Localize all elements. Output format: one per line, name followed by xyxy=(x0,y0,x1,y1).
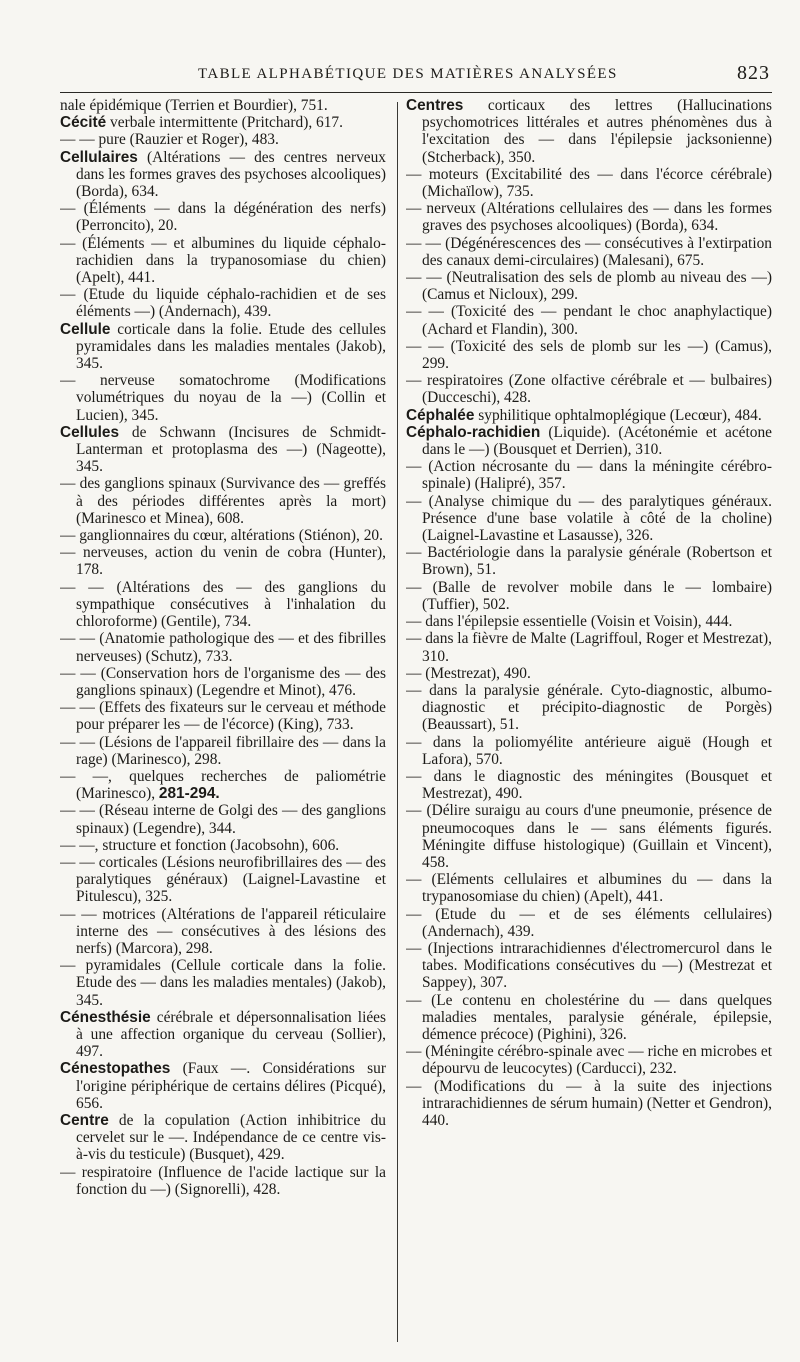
index-entry xyxy=(406,613,772,630)
index-entry xyxy=(60,734,386,768)
entry-text: — — corticales (Lésions neurofibrillaires des — des paralytiques généraux) (Laignel-Lavastine et Pitulescu), 325. xyxy=(60,853,386,906)
entry-headword: Cécité xyxy=(60,114,107,132)
index-entry xyxy=(406,1043,772,1077)
right-column xyxy=(406,97,772,1349)
entry-headword: Centre xyxy=(60,1111,109,1129)
entry-text: — nerveuse somatochrome (Modifications volumétriques du noyau de la —) (Collin et Lucien), 345. xyxy=(60,372,386,424)
index-entry xyxy=(60,372,386,424)
entry-text: — dans l'épilepsie essentielle (Voisin et Voisin), 444. xyxy=(406,613,733,631)
index-entry xyxy=(60,768,386,802)
entry-text: — (Analyse chimique du — des paralytiques généraux. Présence d'une base volatile à côté de la choline) (Laignel-Lavastine et Lasausse), 326. xyxy=(406,492,772,545)
index-entry xyxy=(60,200,386,234)
index-entry xyxy=(406,579,772,613)
entry-text: — (Délire suraigu au cours d'une pneumonie, présence de pneumocoques dans le — sans éléments figurés. Méningite diffuse histologique) (Guillain et Vincent), 458. xyxy=(406,802,772,871)
index-entry xyxy=(406,235,772,269)
index-entry xyxy=(60,906,386,958)
index-entry xyxy=(60,802,386,836)
entry-text: — respiratoire (Influence de l'acide lactique sur la fonction du —) (Signorelli), 428. xyxy=(60,1163,386,1198)
index-entry xyxy=(60,1112,386,1164)
entry-text: — nerveuses, action du venin de cobra (Hunter), 178. xyxy=(60,544,386,579)
entry-text: — nerveux (Altérations cellulaires des — dans les formes graves des psychoses alcooliques) (Borda), 634. xyxy=(406,200,772,235)
index-entry xyxy=(406,407,772,424)
entry-text: — (Etude du liquide céphalo-rachidien et de ses éléments —) (Andernach), 439. xyxy=(60,286,386,321)
entry-text: syphilitique ophtalmoplégique (Lecœur), 484. xyxy=(474,406,762,424)
entry-text: nale épidémique (Terrien et Bourdier), 751. xyxy=(60,97,328,114)
entry-text: — dans la fièvre de Malte (Lagriffoul, Roger et Mestrezat), 310. xyxy=(406,630,772,665)
entry-text: de Schwann (Incisures de Schmidt-Lanterman et protoplasma des —) (Nageotte), 345. xyxy=(76,423,386,476)
index-entry xyxy=(60,544,386,578)
index-entry xyxy=(60,854,386,906)
entry-headword: Cénesthésie xyxy=(60,1008,151,1026)
entry-headword: Cénestopathes xyxy=(60,1060,171,1078)
entry-text: — — (Conservation hors de l'organisme des — des ganglions spinaux) (Legendre et Minot), 476. xyxy=(60,664,386,699)
entry-text: — — (Altérations des — des ganglions du sympathique consécutives à l'inhalation du chloroforme) (Gentile), 734. xyxy=(60,578,386,631)
index-entry xyxy=(406,734,772,768)
entry-text: verbale intermittente (Pritchard), 617. xyxy=(106,114,343,132)
entry-text: — Bactériologie dans la paralysie générale (Robertson et Brown), 51. xyxy=(406,544,772,579)
index-entry xyxy=(406,630,772,664)
entry-text: — des ganglions spinaux (Survivance des — greffés à des périodes différentes après la mort) (Marinesco et Minea), 608. xyxy=(60,475,386,527)
index-entry xyxy=(406,493,772,545)
index-entry xyxy=(406,338,772,372)
entry-text: — (Etude du — et de ses éléments cellulaires) (Andernach), 439. xyxy=(406,905,772,940)
index-entry xyxy=(406,166,772,200)
index-entry xyxy=(60,131,386,148)
entry-text: — (Le contenu en cholestérine du — dans quelques maladies mentales, paralysie générale, épilepsie, démence précoce) (Pighini), 326. xyxy=(406,991,772,1043)
running-header xyxy=(60,58,772,93)
entry-text: — — (Lésions de l'appareil fibrillaire des — dans la rage) (Marinesco), 298. xyxy=(60,733,386,768)
index-entry xyxy=(406,200,772,234)
entry-text: — ganglionnaires du cœur, altérations (Stiénon), 20. xyxy=(60,527,383,545)
index-entry xyxy=(406,906,772,940)
index-entry xyxy=(406,665,772,682)
entry-text: — dans la paralysie générale. Cyto-diagnostic, albumo-diagnostic et précipito-diagnostic de Porgès) (Beaussart), 51. xyxy=(406,681,772,734)
index-entry xyxy=(406,768,772,802)
index-entry xyxy=(406,458,772,492)
index-entry xyxy=(60,286,386,320)
index-entry xyxy=(406,372,772,406)
entry-text: — — motrices (Altérations de l'appareil réticulaire interne des — consécutives à des lésions des nerfs) (Marcora), 298. xyxy=(60,905,386,957)
index-entry xyxy=(406,1078,772,1130)
entry-text: (Liquide). (Acétonémie et acétone dans le —) (Bousquet et Derrien), 310. xyxy=(422,423,772,459)
entry-text: — — (Réseau interne de Golgi des — des ganglions spinaux) (Legendre), 344. xyxy=(60,802,386,837)
index-entry xyxy=(60,630,386,664)
entry-text: — respiratoires (Zone olfactive cérébrale et — bulbaires) (Ducceschi), 428. xyxy=(406,372,772,407)
index-entry xyxy=(60,424,386,476)
index-entry xyxy=(406,992,772,1044)
entry-text: — —, structure et fonction (Jacobsohn), 606. xyxy=(60,836,340,854)
entry-text: — —, quelques recherches de paliométrie (Marinesco), xyxy=(60,767,386,803)
entry-text: — — (Anatomie pathologique des — et des fibrilles nerveuses) (Schutz), 733. xyxy=(60,630,386,665)
index-entry xyxy=(60,97,386,114)
entry-text: — (Injections intrarachidiennes d'électromercurol dans le tabes. Modifications consécutives du —) (Mestrezat et Sappey), 307. xyxy=(406,939,772,992)
index-entry xyxy=(60,957,386,1009)
entry-text: — (Balle de revolver mobile dans le — lombaire) (Tuffier), 502. xyxy=(406,578,772,613)
index-entry xyxy=(60,114,386,131)
index-entry xyxy=(406,97,772,166)
index-entry xyxy=(406,269,772,303)
entry-text: — dans le diagnostic des méningites (Bousquet et Mestrezat), 490. xyxy=(406,767,772,803)
index-entry xyxy=(406,871,772,905)
index-entry xyxy=(406,940,772,992)
index-entry xyxy=(406,802,772,871)
entry-text: — — (Toxicité des — pendant le choc anaphylactique) (Achard et Flandin), 300. xyxy=(406,303,772,338)
entry-text: (Faux —. Considérations sur l'origine périphérique de certains délires (Picqué), 656. xyxy=(76,1060,386,1112)
index-entry xyxy=(60,699,386,733)
header-title: TABLE ALPHABÉTIQUE DES MATIÈRES ANALYSÉES xyxy=(198,66,618,82)
entry-text: — pyramidales (Cellule corticale dans la folie. Etude des — dans les maladies mentales) (Jakob), 345. xyxy=(60,957,386,1009)
entry-text: de la copulation (Action inhibitrice du cervelet sur le —. Indépendance de ce centre vis-à-vis du testicule) (Busquet), 429. xyxy=(76,1111,386,1164)
entry-headword: Cellules xyxy=(60,423,120,441)
entry-headword: Céphalée xyxy=(406,406,475,424)
index-entry xyxy=(60,579,386,631)
index-entry xyxy=(60,665,386,699)
index-entry xyxy=(406,544,772,578)
index-entry xyxy=(60,1164,386,1198)
index-entry xyxy=(406,424,772,458)
index-entry xyxy=(60,321,386,373)
index-entry xyxy=(60,1060,386,1112)
entry-text: (Altérations — des centres nerveux dans les formes graves des psychoses alcooliques) (Borda), 634. xyxy=(76,148,386,201)
column-divider xyxy=(397,102,398,1342)
index-entry xyxy=(60,837,386,854)
entry-text: — — (Dégénérescences des — consécutives à l'extirpation des canaux demi-circulaires) (Malesani), 675. xyxy=(406,234,772,269)
entry-text: — (Éléments — et albumines du liquide céphalo-rachidien dans la trypanosomiase du chien) (Apelt), 441. xyxy=(60,234,386,287)
index-entry xyxy=(60,475,386,527)
entry-text: — (Méningite cérébro-spinale avec — riche en microbes et dépourvu de leucocytes) (Carducci), 232. xyxy=(406,1043,772,1078)
entry-text: corticaux des lettres (Hallucinations psychomotrices littérales et autres phénomènes dus à l'excitation des — dans l'épilepsie jacksonienne) (Stcherback), 350. xyxy=(422,97,772,166)
index-entry xyxy=(406,303,772,337)
entry-bold-pages: 281-294. xyxy=(158,785,220,803)
entry-text: — (Mestrezat), 490. xyxy=(406,664,531,682)
index-entry xyxy=(406,682,772,734)
entry-text: — — pure (Rauzier et Roger), 483. xyxy=(60,131,279,149)
entry-headword: Centres xyxy=(406,97,464,114)
entry-text: — (Modifications du — à la suite des injections intrarachidiennes de sérum humain) (Netter et Gendron), 440. xyxy=(406,1077,772,1129)
entry-headword: Céphalo-rachidien xyxy=(406,423,541,441)
index-entry xyxy=(60,1009,386,1061)
entry-text: — (Action nécrosante du — dans la méningite cérébro-spinale) (Halipré), 357. xyxy=(406,458,772,493)
entry-headword: Cellule xyxy=(60,320,111,338)
index-entry xyxy=(60,149,386,201)
entry-text: — — (Toxicité des sels de plomb sur les —) (Camus), 299. xyxy=(406,337,772,373)
entry-text: — (Eléments cellulaires et albumines du — dans la trypanosomiase du chien) (Apelt), 441. xyxy=(406,871,772,906)
left-column xyxy=(60,97,386,1349)
entry-text: — moteurs (Excitabilité des — dans l'écorce cérébrale) (Michaïlow), 735. xyxy=(406,165,772,201)
entry-text: cérébrale et dépersonnalisation liées à une affection organique du cerveau (Sollier), 497. xyxy=(76,1008,386,1061)
index-entry xyxy=(60,527,386,544)
entry-text: — dans la poliomyélite antérieure aiguë (Hough et Lafora), 570. xyxy=(406,733,772,768)
entry-text: — (Éléments — dans la dégénération des nerfs) (Perroncito), 20. xyxy=(60,200,386,235)
page-number: 823 xyxy=(737,62,770,84)
entry-text: — — (Neutralisation des sels de plomb au niveau des —) (Camus et Nicloux), 299. xyxy=(406,269,772,304)
entry-text: corticale dans la folie. Etude des cellules pyramidales dans les maladies mentales (Jakob), 345. xyxy=(76,320,386,373)
entry-text: — — (Effets des fixateurs sur le cerveau et méthode pour préparer les — de l'écorce) (King), 733. xyxy=(60,699,386,734)
index-entry xyxy=(60,235,386,287)
entry-headword: Cellulaires xyxy=(60,148,138,166)
